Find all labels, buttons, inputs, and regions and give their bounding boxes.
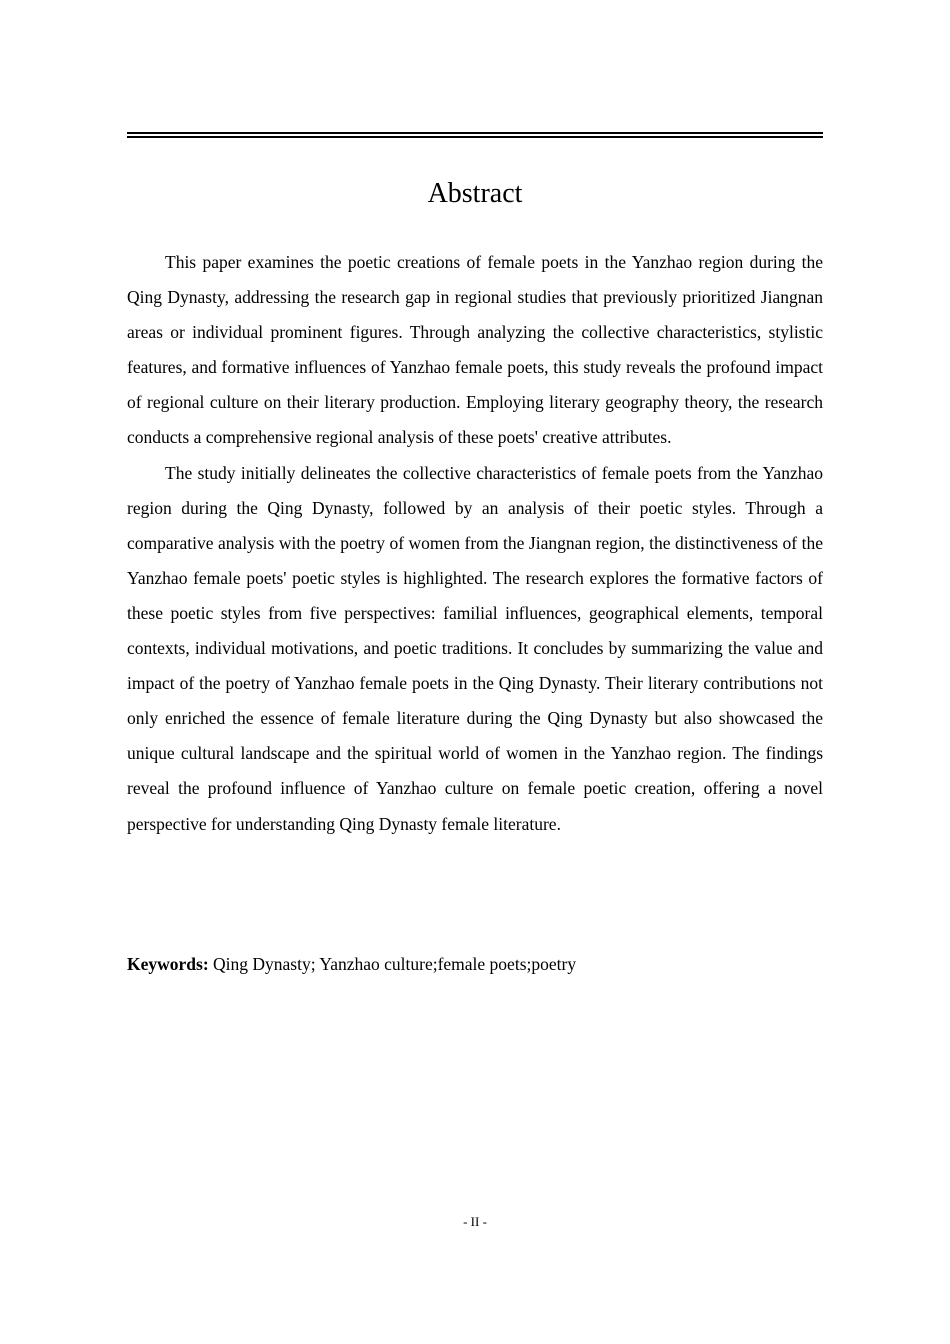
keywords-label: Keywords: <box>127 954 209 974</box>
abstract-body <box>127 245 823 842</box>
abstract-paragraph-1: This paper examines the poetic creations of female poets in the Yanzhao region during the Qing Dynasty, addressing the research gap in regional studies that previously prioritized Jiangnan areas or individual prominent figures. Through analyzing the collective characteristics, stylistic features, and formative influences of Yanzhao female poets, this study reveals the profound impact of regional culture on their literary production. Employing literary geography theory, the research conducts a comprehensive regional analysis of these poets' creative attributes. <box>127 252 823 448</box>
header-double-rule <box>127 132 823 138</box>
abstract-title: Abstract <box>427 178 523 209</box>
keywords-list: Qing Dynasty; Yanzhao culture;female poets;poetry <box>208 954 577 974</box>
abstract-paragraph-2: The study initially delineates the collective characteristics of female poets from the Yanzhao region during the Qing Dynasty, followed by an analysis of their poetic styles. Through a comparative analysis with the poetry of women from the Jiangnan region, the distinctiveness of the Yanzhao female poets' poetic styles is highlighted. The research explores the formative factors of these poetic styles from five perspectives: familial influences, geographical elements, temporal contexts, individual motivations, and poetic traditions. It concludes by summarizing the value and impact of the poetry of Yanzhao female poets in the Qing Dynasty. Their literary contributions not only enriched the essence of female literature during the Qing Dynasty but also showcased the unique cultural landscape and the spiritual world of women in the Yanzhao region. The findings reveal the profound influence of Yanzhao culture on female poetic creation, offering a novel perspective for understanding Qing Dynasty female literature. <box>127 462 823 834</box>
keywords-line <box>127 947 823 982</box>
page-number: - II - <box>463 1214 487 1229</box>
